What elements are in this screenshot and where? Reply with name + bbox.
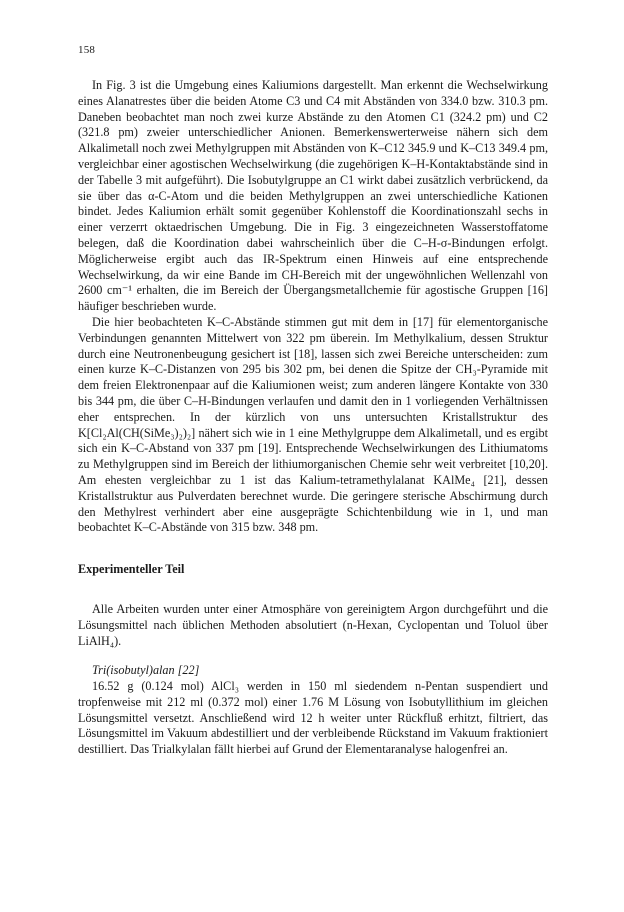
page-body — [78, 78, 548, 758]
section-heading-experimental: Experimenteller Teil — [78, 562, 185, 577]
paragraph-synthesis-procedure: 16.52 g (0.124 mol) AlCl₃ werden in 150 ml siedendem n-Pentan suspendiert und tropfenweise mit 212 ml (0.372 mol) einer 1.76 M Lösung von Isobutyllithium im gleichen Lösungsmittel versetzt. Anschließend wird 12 h weiter unter Rückfluß erhitzt, filtriert, das Lösungsmittel im Vakuum abdestilliert und der verbleibende Rückstand im Vakuum fraktioniert destilliert. Das Trialkylalan fällt hierbei auf Grund der Elementaranalyse halogenfrei an. — [78, 679, 548, 757]
paragraph-k-c-distances: Die hier beobachteten K–C-Abstände stimmen gut mit dem in [17] für elementorganische Verbindungen genannten Mittelwert von 322 pm überein. Im Methylkalium, dessen Struktur durch eine Neutronenbeugung gesichert ist [18], lassen sich zwei Bereiche unterscheiden: zum einen kurze K–C-Distanzen von 295 bis 302 pm, bei denen die Spitze der CH₃-Pyramide mit dem freien Elektronenpaar auf die Kaliumionen weist; zum anderen längere Kontakte von 330 bis 344 pm, die über C–H-Bindungen verlaufen und damit den in 1 vorliegenden Verhältnissen eher entsprechen. In der kürzlich von uns untersuchten Kristallstruktur des K[Cl₂Al(CH(SiMe₃)₂)₂] nähert sich wie in 1 eine Methylgruppe dem Alkalimetall, und es ergibt sich ein K–C-Abstand von 337 pm [19]. Entsprechende Wechselwirkungen des Lithiumatoms zu Methylgruppen sind im Bereich der lithiumorganischen Chemie sehr weit verbreitet [10,20]. Am ehesten vergleichbar zu 1 ist das Kalium-tetramethylalanat KAlMe₄ [21], dessen Kristallstruktur aus Pulverdaten berechnet wurde. Die geringere sterische Abschirmung durch den Methylrest verhindert aber eine ausgeprägte Schichtenbildung wie in 1, und man beobachtet K–C-Abstände von 315 bzw. 348 pm. — [78, 314, 548, 535]
paragraph-experimental-intro: Alle Arbeiten wurden unter einer Atmosphäre von gereinigtem Argon durchgeführt und die Lösungsmittel nach üblichen Methoden absolutiert (n-Hexan, Cyclopentan und Toluol über LiAlH₄). — [78, 601, 548, 648]
paragraph-potassium-environment: In Fig. 3 ist die Umgebung eines Kaliumions dargestellt. Man erkennt die Wechselwirkung eines Alanatrestes über die beiden Atome C3 und C4 mit Abständen von 334.0 bzw. 310.3 pm. Daneben beobachtet man noch zwei kurze Abstände zu den Atomen C1 (324.2 pm) und C2 (321.8 pm) zweier unterschiedlicher Anionen. Bemerkenswerterweise nähern sich dem Alkalimetall noch zwei Methylgruppen mit Abständen von K–C12 345.9 und K–C13 349.4 pm, vergleichbar einer agostischen Wechselwirkung (die zugehörigen K–H-Kontaktabstände sind in der Tabelle 3 mit aufgeführt). Die Isobutylgruppe an C1 wirkt dabei zusätzlich verbrückend, da sie über das α-C-Atom und die beiden Methylgruppen an zwei unterschiedliche Kationen bindet. Jedes Kaliumion erhält somit gegenüber Kohlenstoff die Koordinationszahl sechs in einer verzerrt oktaedrischen Umgebung. Die in Fig. 3 eingezeichneten Wasserstoffatome belegen, daß die Koordination dabei wahrscheinlich über die C–H-σ-Bindungen erfolgt. Möglicherweise ergibt auch das IR-Spektrum einen Hinweis auf eine entsprechende Wechselwirkung, da wir eine Bande im CH-Bereich mit der ungewöhnlichen Wellenzahl von 2600 cm⁻¹ erhalten, die im Bereich der Übergangsmetallchemie für agostische Gruppen [16] häufiger beschrieben wurde. — [78, 78, 548, 314]
subheading-triisobutylalan: Tri(isobutyl)alan [22] — [92, 663, 200, 678]
page-number: 158 — [78, 44, 96, 56]
